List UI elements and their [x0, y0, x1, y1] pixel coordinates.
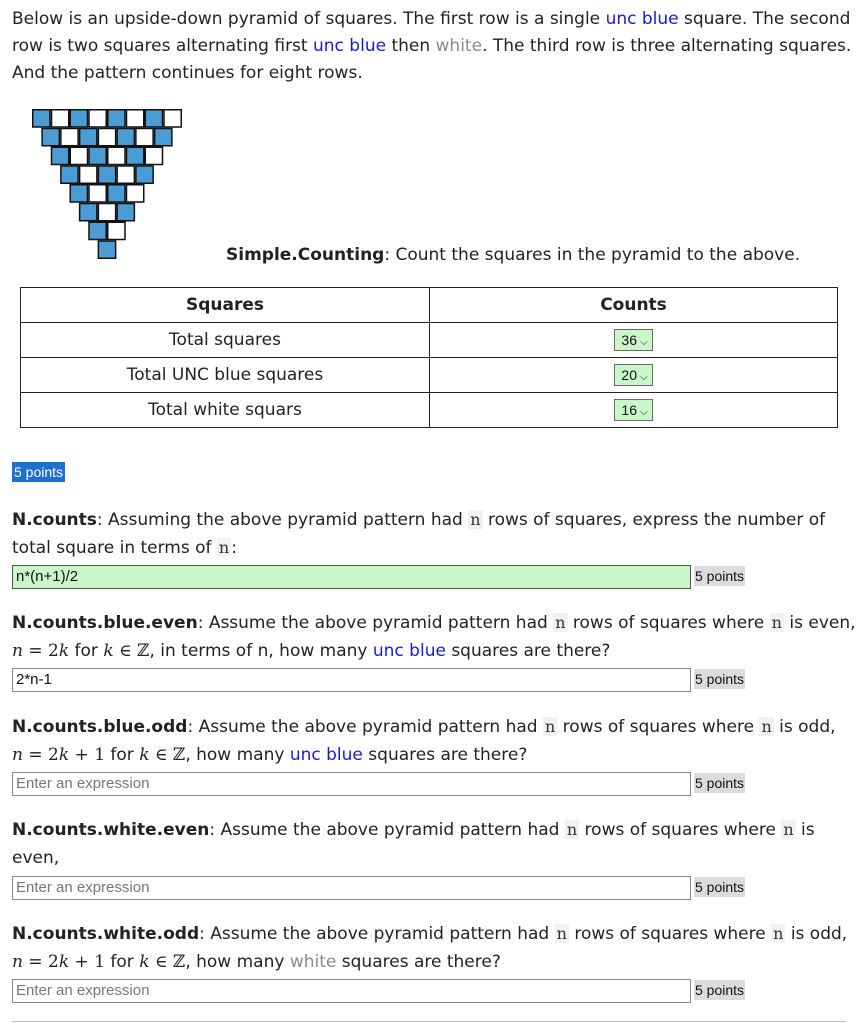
math-expression	[103, 641, 149, 661]
code-n: n	[555, 613, 566, 632]
pyramid-figure	[32, 109, 182, 259]
intro-blue-word: unc blue	[605, 9, 679, 29]
blue-square	[80, 129, 97, 146]
question-text: for	[105, 745, 140, 765]
white-square	[89, 110, 106, 127]
white-squares-select[interactable]	[614, 399, 652, 421]
math-var: n	[12, 641, 23, 661]
question-text: rows of squares where	[568, 924, 772, 944]
math-op: = 2	[22, 952, 59, 972]
white-square	[80, 166, 97, 183]
question-text: for	[69, 641, 104, 661]
row-label: Total white squars	[21, 393, 430, 428]
question-text: , how many	[185, 952, 290, 972]
question-text: is odd,	[785, 924, 848, 944]
total-squares-select[interactable]	[614, 329, 652, 351]
color-word: white	[289, 952, 337, 972]
blue-square	[89, 222, 106, 239]
blue-odd-answer-input[interactable]	[12, 772, 691, 796]
row-label: Total UNC blue squares	[21, 358, 430, 393]
white-square	[108, 147, 125, 164]
table-row	[21, 358, 838, 393]
code-n: n	[783, 820, 794, 839]
select-value: 36	[621, 332, 637, 348]
math-var: k	[103, 641, 114, 661]
counts-table	[20, 287, 838, 428]
code-n: n	[761, 717, 772, 736]
chevron-down-icon: ⌵	[639, 337, 648, 348]
blue-squares-select[interactable]	[614, 364, 652, 386]
intro-blue-word: unc blue	[313, 36, 387, 56]
intro-text: square. The second row is two squares alternating first	[12, 9, 851, 56]
code-n: n	[771, 613, 782, 632]
question-text: rows of squares, express the number of total square in terms of	[12, 510, 826, 558]
question-text: , how many	[185, 745, 290, 765]
column-header-squares: Squares	[21, 288, 430, 323]
counting-prompt	[226, 242, 800, 268]
blue-square	[108, 185, 125, 202]
row-value-cell	[430, 323, 838, 358]
blue-square	[98, 241, 115, 258]
intro-text: . The third row is three alternating squares. And the pattern continues for eight rows.	[12, 36, 852, 83]
chevron-down-icon: ⌵	[639, 407, 648, 418]
counting-points-badge: 5 points	[14, 464, 64, 480]
blue-even-answer-input[interactable]	[12, 668, 691, 692]
math-op: ∈ ℤ	[149, 745, 186, 765]
white-square	[145, 147, 162, 164]
question-text: : Assume the above pyramid pattern had	[199, 924, 555, 944]
question-label: N.counts.white.odd	[12, 924, 200, 944]
code-n: n	[773, 924, 784, 943]
math-op: + 1	[69, 952, 106, 972]
question-text: : Assume the above pyramid pattern had	[209, 820, 565, 840]
row-value-cell	[430, 393, 838, 428]
question-text: : Assume the above pyramid pattern had	[197, 613, 554, 633]
white-square	[117, 166, 134, 183]
question-text: rows of squares where	[579, 820, 782, 840]
white-odd-answer-input[interactable]	[12, 979, 691, 1003]
white-square	[136, 129, 153, 146]
question-text: : Assume the above pyramid pattern had	[187, 717, 543, 737]
white-square	[127, 110, 144, 127]
blue-square	[89, 147, 106, 164]
question-text: squares are there?	[362, 745, 528, 765]
question-label: N.counts	[12, 510, 97, 530]
white-square	[61, 129, 78, 146]
question-text: is odd,	[773, 717, 836, 737]
code-n: n	[566, 820, 578, 839]
select-value: 20	[621, 367, 637, 383]
math-expression	[12, 641, 69, 661]
blue-square	[70, 110, 87, 127]
blue-square	[70, 185, 87, 202]
table-row	[21, 323, 838, 358]
white-square	[70, 147, 87, 164]
question-n-counts-blue-odd	[12, 713, 857, 769]
blue-square	[98, 166, 115, 183]
math-var: k	[139, 952, 150, 972]
points-badge: 5 points	[695, 671, 745, 687]
counting-text: : Count the squares in the pyramid to the above.	[384, 245, 801, 265]
blue-square	[127, 147, 144, 164]
question-text: rows of squares where	[557, 717, 760, 737]
blue-square	[117, 129, 134, 146]
white-square	[127, 185, 144, 202]
white-square	[98, 129, 115, 146]
divider	[12, 1021, 846, 1022]
color-word: unc blue	[289, 745, 363, 765]
points-badge: 5 points	[695, 982, 745, 998]
math-expression	[139, 952, 185, 972]
question-n-counts	[12, 506, 857, 562]
math-op: = 2	[22, 641, 59, 661]
math-expression	[139, 745, 185, 765]
blue-square	[33, 110, 50, 127]
intro-paragraph	[12, 6, 857, 87]
math-op: ∈ ℤ	[149, 952, 186, 972]
question-text: for	[105, 952, 140, 972]
white-square	[98, 204, 115, 221]
math-op: ∈ ℤ	[113, 641, 150, 661]
code-n: n	[218, 538, 230, 557]
code-n: n	[556, 924, 567, 943]
points-badge: 5 points	[695, 775, 745, 791]
blue-square	[136, 166, 153, 183]
table-header-row	[21, 288, 838, 323]
question-text: , in terms of n, how many	[149, 641, 373, 661]
code-n: n	[544, 717, 556, 736]
white-even-answer-input[interactable]	[12, 876, 691, 900]
question-text: is even,	[12, 820, 815, 868]
question-text: :	[231, 538, 237, 558]
blue-square	[52, 147, 69, 164]
points-badge: 5 points	[695, 568, 745, 584]
math-var: k	[139, 745, 150, 765]
question-text: is even,	[783, 613, 856, 633]
table-row	[21, 393, 838, 428]
question-label: N.counts.blue.odd	[12, 717, 188, 737]
math-expression	[12, 952, 105, 972]
math-var: k	[58, 745, 70, 765]
question-text: squares are there?	[336, 952, 501, 972]
code-n: n	[470, 510, 481, 529]
math-var: k	[58, 641, 70, 661]
blue-square	[145, 110, 162, 127]
intro-text: then	[386, 36, 436, 56]
question-n-counts-white-odd	[12, 920, 857, 976]
question-text: : Assuming the above pyramid pattern had	[96, 510, 469, 530]
intro-white-word: white	[435, 36, 483, 56]
math-var: k	[58, 952, 70, 972]
row-value-cell	[430, 358, 838, 393]
math-expression	[12, 745, 105, 765]
white-square	[89, 185, 106, 202]
math-var: n	[12, 952, 23, 972]
blue-square	[42, 129, 59, 146]
white-square	[164, 110, 181, 127]
white-square	[52, 110, 69, 127]
n-counts-answer-input[interactable]	[12, 565, 691, 589]
question-label: N.counts.white.even	[12, 820, 210, 840]
row-label: Total squares	[21, 323, 430, 358]
column-header-counts: Counts	[430, 288, 838, 323]
blue-square	[61, 166, 78, 183]
chevron-down-icon: ⌵	[639, 372, 648, 383]
blue-square	[117, 204, 134, 221]
question-text: squares are there?	[445, 641, 611, 661]
question-text: rows of squares where	[567, 613, 770, 633]
counting-label: Simple.Counting	[226, 245, 385, 265]
question-n-counts-blue-even	[12, 609, 857, 665]
blue-square	[80, 204, 97, 221]
points-badge: 5 points	[695, 879, 745, 895]
blue-square	[108, 110, 125, 127]
math-op: + 1	[69, 745, 106, 765]
blue-square	[155, 129, 172, 146]
intro-text: Below is an upside-down pyramid of squares. The first row is a single	[12, 9, 606, 29]
math-var: n	[12, 745, 23, 765]
select-value: 16	[621, 402, 637, 418]
question-label: N.counts.blue.even	[12, 613, 198, 633]
white-square	[108, 222, 125, 239]
color-word: unc blue	[372, 641, 446, 661]
math-op: = 2	[22, 745, 59, 765]
